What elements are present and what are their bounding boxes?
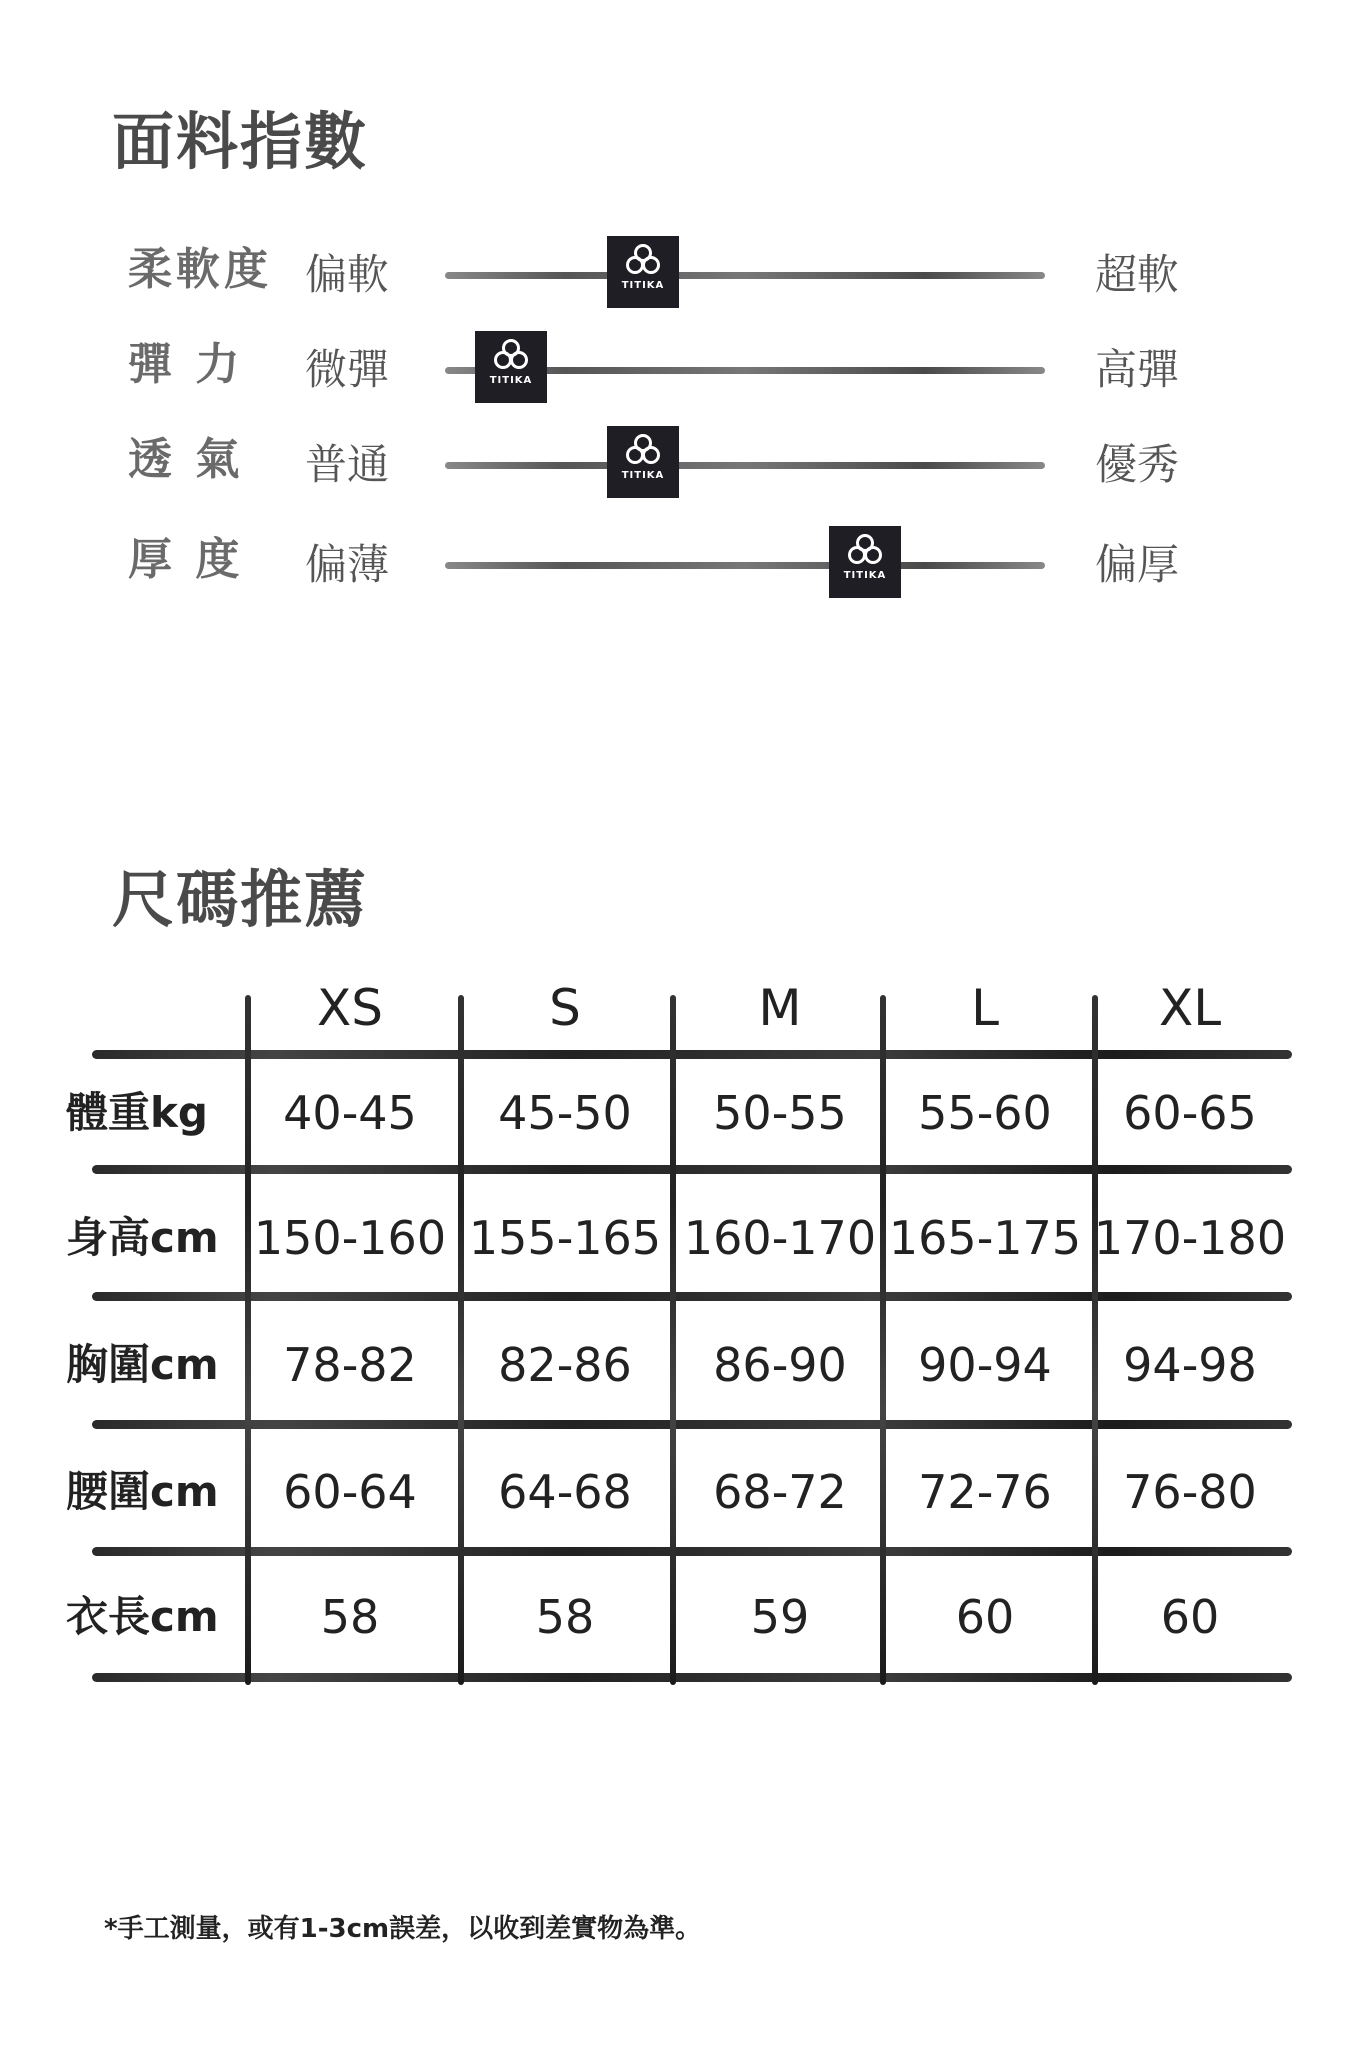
fabric-high-label: 優秀 — [1095, 440, 1180, 489]
table-cell: 76-80 — [1123, 1465, 1257, 1519]
footnote: *手工測量，或有1-3cm誤差，以收到差實物為準。 — [104, 1914, 702, 1944]
table-cell: 60 — [1160, 1590, 1220, 1644]
measurement-label: 身高cm — [66, 1213, 219, 1262]
fabric-high-label: 高彈 — [1095, 345, 1180, 394]
table-cell: 40-45 — [283, 1086, 417, 1140]
measurement-label: 腰圍cm — [66, 1467, 219, 1516]
table-cell: 150-160 — [253, 1211, 447, 1265]
fabric-attribute-name: 厚 度 — [128, 534, 244, 585]
marker-brand-label: TITIKA — [621, 280, 665, 291]
table-cell: 60-64 — [283, 1465, 417, 1519]
size-column-header: S — [549, 979, 581, 1037]
table-cell: 68-72 — [713, 1465, 847, 1519]
fabric-low-label: 普通 — [305, 440, 390, 489]
table-cell: 90-94 — [918, 1338, 1052, 1392]
table-cell: 60 — [955, 1590, 1015, 1644]
table-cell: 58 — [535, 1590, 595, 1644]
fabric-attribute-name: 彈 力 — [128, 339, 244, 390]
size-column-header: XS — [317, 979, 383, 1037]
size-column-header: XL — [1158, 979, 1222, 1037]
table-cell: 50-55 — [713, 1086, 847, 1140]
table-cell: 59 — [750, 1590, 810, 1644]
table-cell: 155-165 — [468, 1211, 662, 1265]
table-cell: 72-76 — [918, 1465, 1052, 1519]
table-cell: 60-65 — [1123, 1086, 1257, 1140]
fabric-high-label: 超軟 — [1095, 250, 1180, 299]
table-row-divider — [92, 1165, 1292, 1174]
size-column-header: M — [758, 979, 802, 1037]
marker-brand-label: TITIKA — [843, 570, 887, 581]
table-cell: 55-60 — [918, 1086, 1052, 1140]
table-cell: 45-50 — [498, 1086, 632, 1140]
table-cell: 170-180 — [1093, 1211, 1287, 1265]
table-cell: 94-98 — [1123, 1338, 1257, 1392]
fabric-attribute-name: 透 氣 — [128, 434, 244, 485]
table-row-divider — [92, 1292, 1292, 1301]
size-column-header: L — [971, 979, 999, 1037]
measurement-label: 體重kg — [66, 1088, 208, 1137]
table-cell: 160-170 — [683, 1211, 877, 1265]
table-cell: 86-90 — [713, 1338, 847, 1392]
table-row-divider — [92, 1050, 1292, 1059]
table-row-divider — [92, 1547, 1292, 1556]
table-cell: 165-175 — [888, 1211, 1082, 1265]
marker-brand-label: TITIKA — [621, 470, 665, 481]
table-cell: 78-82 — [283, 1338, 417, 1392]
fabric-index-title: 面料指數 — [112, 105, 369, 178]
table-cell: 64-68 — [498, 1465, 632, 1519]
table-row-divider — [92, 1420, 1292, 1429]
table-cell: 58 — [320, 1590, 380, 1644]
fabric-attribute-name: 柔軟度 — [128, 244, 272, 295]
marker-brand-label: TITIKA — [489, 375, 533, 386]
measurement-label: 衣長cm — [66, 1592, 219, 1641]
table-cell: 82-86 — [498, 1338, 632, 1392]
fabric-low-label: 偏薄 — [305, 540, 390, 589]
fabric-low-label: 偏軟 — [305, 250, 390, 299]
measurement-label: 胸圍cm — [66, 1340, 219, 1389]
size-recommendation-title: 尺碼推薦 — [112, 863, 369, 936]
table-row-divider — [92, 1673, 1292, 1682]
fabric-high-label: 偏厚 — [1095, 540, 1180, 589]
fabric-low-label: 微彈 — [305, 345, 390, 394]
